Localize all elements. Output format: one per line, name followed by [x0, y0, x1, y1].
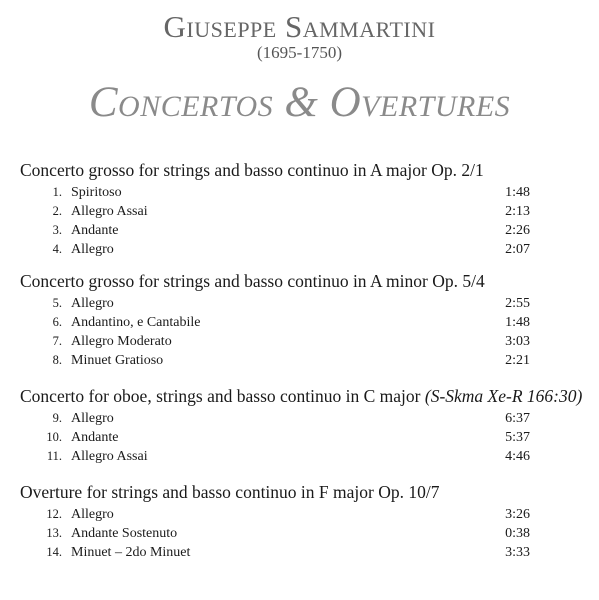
track-duration: 2:26 [505, 223, 530, 238]
composer-name: Giuseppe Sammartini [163, 9, 436, 44]
composer-dates: (1695-1750) [257, 43, 342, 62]
track-duration: 2:13 [505, 204, 530, 219]
track-row [0, 332, 599, 351]
track-duration: 4:46 [505, 449, 530, 464]
work-title [20, 385, 582, 407]
track-row [0, 313, 599, 332]
track-number: 3. [52, 223, 62, 237]
track-number: 6. [52, 315, 62, 329]
track-duration: 1:48 [505, 185, 530, 200]
track-name: Andantino, e Cantabile [71, 315, 201, 330]
track-duration: 3:03 [505, 334, 530, 349]
track-name: Allegro Assai [71, 449, 148, 464]
track-row [0, 543, 599, 562]
track-name: Andante [71, 223, 119, 238]
track-row [0, 409, 599, 428]
track-number: 8. [52, 353, 62, 367]
track-row [0, 202, 599, 221]
track-number: 4. [52, 242, 62, 256]
track-number: 7. [52, 334, 62, 348]
track-duration: 3:26 [505, 507, 530, 522]
track-duration: 3:33 [505, 545, 530, 560]
track-name: Minuet – 2do Minuet [71, 545, 191, 560]
work-title [20, 481, 439, 503]
track-row [0, 447, 599, 466]
track-duration: 1:48 [505, 315, 530, 330]
track-number: 11. [46, 449, 62, 463]
work-catalog-number: (S-Skma Xe-R 166:30) [424, 386, 583, 406]
work-title-text: Overture for strings and basso continuo in F major Op. 10/7 [20, 482, 440, 502]
track-row [0, 351, 599, 370]
track-duration: 6:37 [505, 411, 530, 426]
track-name: Allegro [71, 242, 114, 257]
track-duration: 5:37 [505, 430, 530, 445]
track-number: 12. [46, 507, 62, 521]
track-row [0, 183, 599, 202]
work-title-text: Concerto grosso for strings and basso continuo in A major Op. 2/1 [20, 160, 484, 180]
track-row [0, 294, 599, 313]
track-row [0, 505, 599, 524]
track-duration: 2:07 [505, 242, 530, 257]
track-name: Andante [71, 430, 119, 445]
track-name: Allegro Assai [71, 204, 148, 219]
work-title-text: Concerto for oboe, strings and basso continuo in C major [20, 386, 421, 406]
track-number: 9. [52, 411, 62, 425]
track-name: Allegro [71, 411, 114, 426]
work-title [20, 270, 485, 292]
track-number: 13. [46, 526, 62, 540]
work-title [20, 159, 484, 181]
track-name: Minuet Gratioso [71, 353, 164, 368]
track-number: 2. [52, 204, 62, 218]
track-number: 1. [52, 185, 62, 199]
track-row [0, 524, 599, 543]
track-number: 14. [46, 545, 62, 559]
track-number: 10. [46, 430, 62, 444]
track-name: Spiritoso [71, 185, 122, 200]
track-name: Allegro Moderato [71, 334, 172, 349]
track-duration: 0:38 [505, 526, 530, 541]
album-title: Concertos & Overtures [88, 79, 511, 126]
work-title-text: Concerto grosso for strings and basso continuo in A minor Op. 5/4 [20, 271, 485, 291]
track-name: Allegro [71, 507, 114, 522]
track-duration: 2:21 [505, 353, 530, 368]
track-name: Andante Sostenuto [71, 526, 178, 541]
track-number: 5. [52, 296, 62, 310]
track-row [0, 240, 599, 259]
track-name: Allegro [71, 296, 114, 311]
track-duration: 2:55 [505, 296, 530, 311]
track-row [0, 428, 599, 447]
track-row [0, 221, 599, 240]
